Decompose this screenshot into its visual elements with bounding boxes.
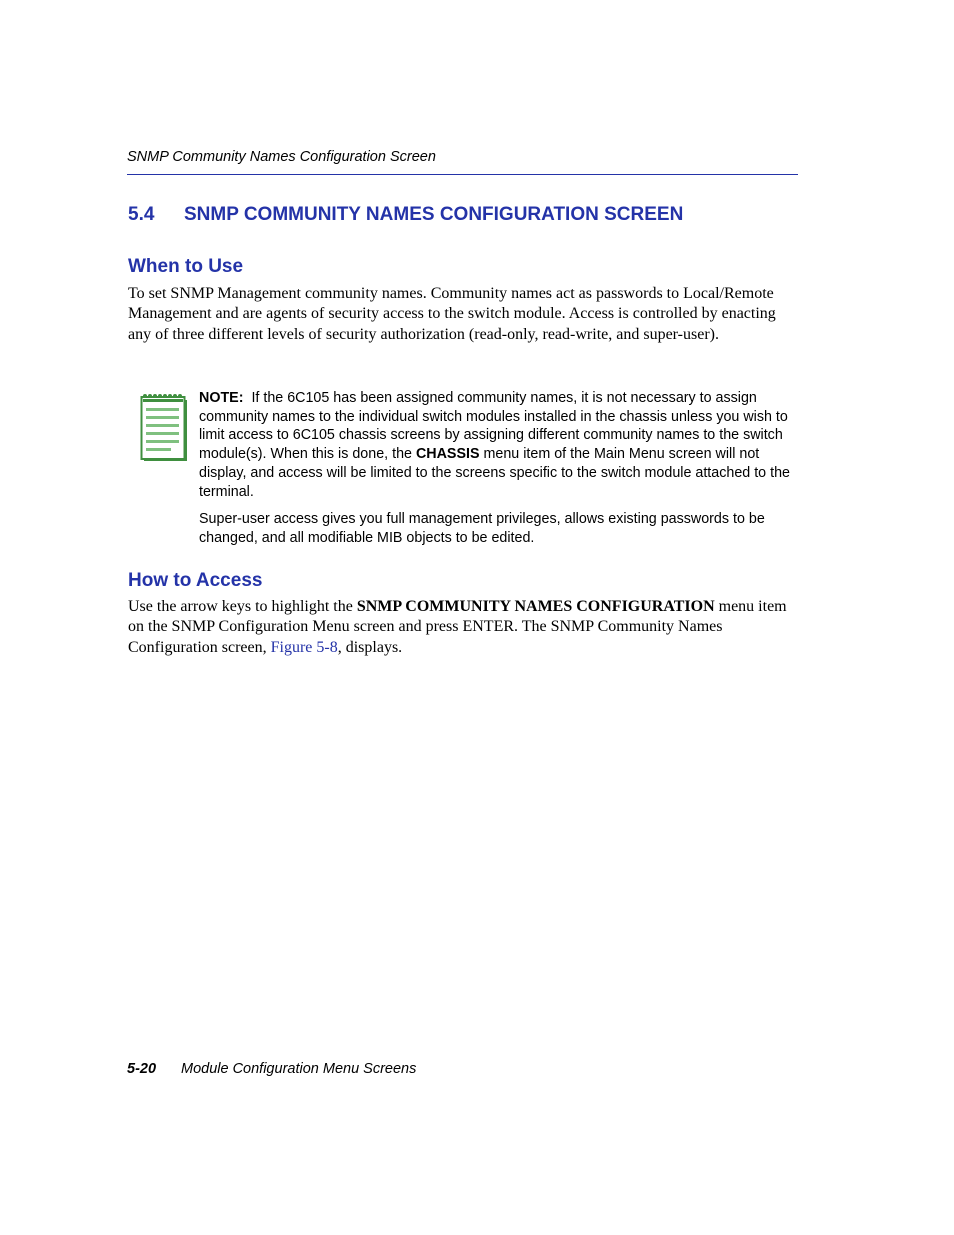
notepad-icon xyxy=(140,392,188,462)
running-header: SNMP Community Names Configuration Screen xyxy=(127,149,436,165)
page-number: 5-20 xyxy=(127,1061,157,1077)
figure-link[interactable]: Figure 5-8 xyxy=(270,638,338,656)
when-to-use-body: To set SNMP Management community names. Community names act as passwords to Local/Remote Management and are agents of security access to the switch module. Access is controlled by enacting any of three different levels of security authorization (read-only, read-write, and super-user). xyxy=(128,285,776,343)
footer-chapter: Module Configuration Menu Screens xyxy=(181,1061,417,1077)
section-title xyxy=(128,204,683,226)
note-paragraph-2: Super-user access gives you full management privileges, allows existing passwords to be changed, and all modifiable MIB objects to be edited. xyxy=(199,511,765,546)
note-text-b: menu item of the Main Menu screen will not display, and access will be limited to the screens specific to the switch module attached to the terminal. xyxy=(199,446,790,500)
how-menu-item: SNMP COMMUNITY NAMES CONFIGURATION xyxy=(356,598,715,615)
how-text-b: menu item on the SNMP Configuration Menu screen and press ENTER. The SNMP Community Names Configuration screen, xyxy=(128,598,787,656)
when-to-use-heading: When to Use xyxy=(128,256,244,277)
header-rule xyxy=(127,174,798,175)
section-number: 5.4 xyxy=(128,204,155,225)
note-paragraph-1 xyxy=(199,389,804,501)
note-text-a: If the 6C105 has been assigned community names, it is not necessary to assign community names to the individual switch modules installed in the chassis unless you wish to limit access to 6C105 chassis screens by assigning different community names to the switch module(s). When this is done, the xyxy=(199,390,788,463)
note-chassis: CHASSIS xyxy=(415,446,480,463)
section-title-text: SNMP COMMUNITY NAMES CONFIGURATION SCREEN xyxy=(184,204,684,225)
how-to-access-heading: How to Access xyxy=(128,570,263,591)
running-footer xyxy=(127,1061,416,1077)
how-to-access-body xyxy=(128,597,800,658)
how-text-c: , displays. xyxy=(337,638,403,656)
note-label: NOTE: xyxy=(199,390,244,406)
how-text-a: Use the arrow keys to highlight the xyxy=(128,598,353,615)
